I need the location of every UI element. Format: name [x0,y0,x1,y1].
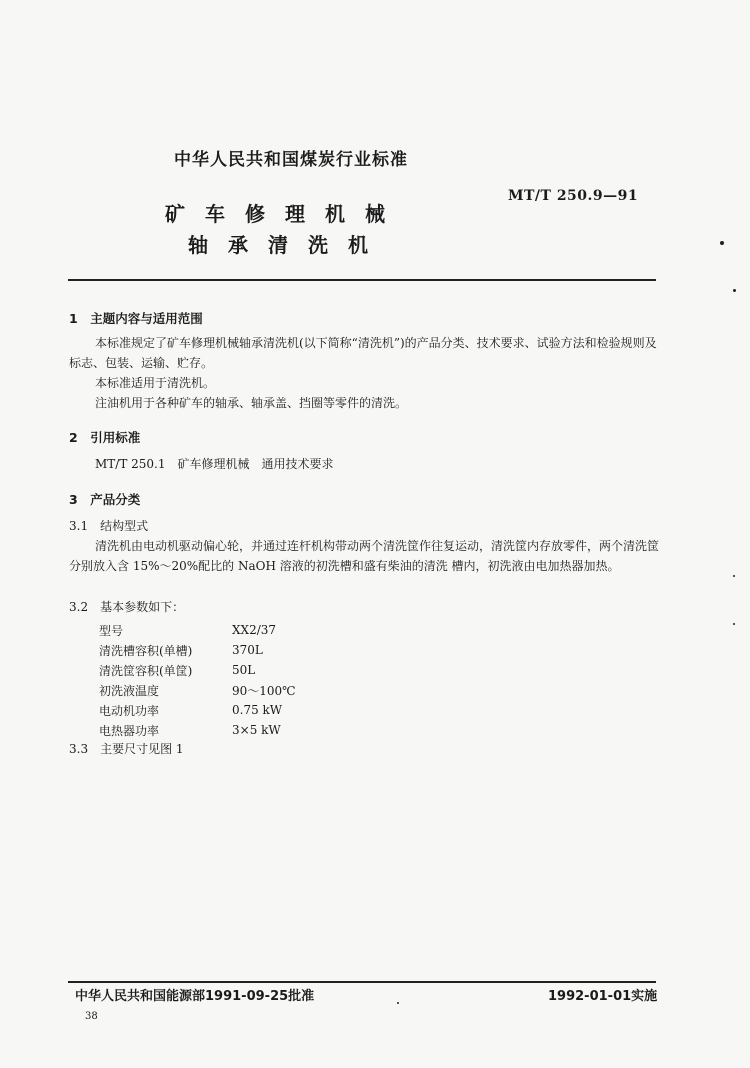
issuing-authority-title: 中华人民共和国煤炭行业标准 [174,150,408,170]
section-3-1-text: 清洗机由电动机驱动偏心轮，并通过连杆机构带动两个清洗筐作往复运动，清洗筐内存放零件，两个清洗筐分别放入含 15%～20%配比的 NaOH 溶液的初洗槽和盛有柴油的清洗 槽内，初洗液由电加热器加热。 [69,539,660,573]
section-1-paragraph-1: 本标准规定了矿车修理机械轴承清洗机(以下简称“清洗机”)的产品分类、技术要求、试验方法和检验规则及标志、包装、运输、贮存。 [69,336,657,370]
param-name: 清洗槽容积(单槽) [99,643,193,658]
table-row [99,660,296,680]
referenced-standard: MT/T 250.1 矿车修理机械 通用技术要求 [95,457,334,471]
section-3-3-heading: 3.3 主要尺寸见图 1 [69,742,184,756]
document-title-line1: 矿 车 修 理 机 械 [165,202,385,226]
param-name: 电动机功率 [99,703,160,718]
param-name: 型号 [99,623,124,638]
section-1-paragraph-3: 注油机用于各种矿车的轴承、轴承盖、挡圈等零件的清洗。 [95,396,408,410]
param-value: 3×5 kW [232,723,281,737]
param-name: 电热器功率 [99,723,160,738]
scan-speck [733,289,736,292]
scan-speck [733,623,735,625]
section-1-paragraph-2: 本标准适用于清洗机。 [95,376,216,390]
param-value: XX2/37 [232,623,277,637]
standard-code: MT/T 250.9—91 [508,188,639,204]
param-value: 50L [232,663,256,677]
parameter-table [99,620,296,740]
section-1-heading: 1 主题内容与适用范围 [69,311,203,326]
table-row [99,620,296,640]
scan-speck [720,241,724,245]
approval-statement: 中华人民共和国能源部1991-09-25批准 [75,989,315,1004]
section-3-heading: 3 产品分类 [69,492,141,507]
header-rule [68,279,656,281]
param-name: 清洗筐容积(单筐) [99,663,193,678]
table-row [99,680,296,700]
table-row [99,640,296,660]
param-value: 0.75 kW [232,703,283,717]
table-row [99,700,296,720]
page-number: 38 [85,1011,98,1022]
scan-speck [397,1002,399,1004]
scan-speck [733,575,735,577]
section-2-heading: 2 引用标准 [69,430,141,445]
implementation-date: 1992-01-01实施 [548,989,658,1004]
footer-rule [68,981,656,983]
document-title-line2: 轴 承 清 洗 机 [188,233,368,257]
param-name: 初洗液温度 [99,683,160,698]
table-row [99,720,296,740]
param-value: 370L [232,643,263,657]
section-3-1-heading: 3.1 结构型式 [69,519,149,533]
section-3-2-heading: 3.2 基本参数如下： [69,600,185,614]
param-value: 90～100℃ [232,683,296,698]
